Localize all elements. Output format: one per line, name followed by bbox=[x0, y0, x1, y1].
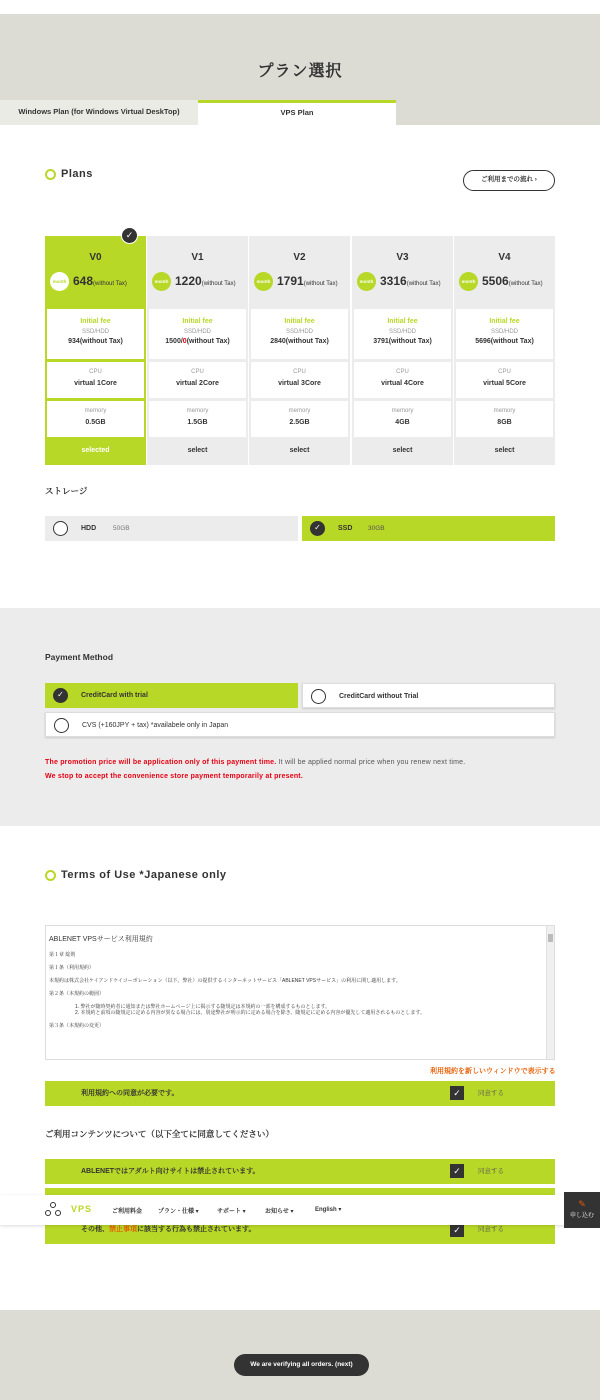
plan-card-v2[interactable] bbox=[249, 236, 350, 465]
item-post: に該当する行為も禁止されています。 bbox=[137, 1226, 256, 1233]
terms-doc-title: ABLENET VPSサービス利用規約 bbox=[49, 936, 153, 943]
memory-label: memory bbox=[84, 408, 107, 414]
initial-fee-label: Initial fee bbox=[387, 318, 418, 325]
initial-fee-label: Initial fee bbox=[284, 318, 315, 325]
memory-value: 2.5GB bbox=[289, 419, 310, 426]
cpu-label: CPU bbox=[293, 369, 306, 375]
initial-fee-box bbox=[47, 309, 144, 359]
page-header bbox=[0, 14, 600, 100]
contents-title: ご利用コンテンツについて（以下全てに同意してください） bbox=[45, 1129, 274, 1139]
payment-label: CVS (+160JPY + tax) *availabele only in Japan bbox=[82, 722, 229, 729]
page-title: プラン選択 bbox=[257, 61, 343, 80]
flow-button[interactable]: ご利用までの流れ › bbox=[463, 170, 555, 191]
agree-checkbox[interactable]: ✓ bbox=[450, 1164, 464, 1178]
fee-pre: 1500/ bbox=[165, 338, 183, 345]
storage-option-hdd[interactable] bbox=[45, 516, 298, 541]
memory-box bbox=[354, 401, 451, 437]
plan-action[interactable]: select bbox=[494, 447, 515, 454]
tab-vps-plan[interactable]: VPS Plan bbox=[198, 100, 396, 125]
fee-post: (without Tax) bbox=[186, 338, 230, 345]
terms-scrollbox[interactable] bbox=[45, 925, 555, 1060]
plan-action[interactable]: select bbox=[392, 447, 413, 454]
prohibited-link[interactable]: 禁止事項 bbox=[109, 1226, 137, 1233]
agree-checkbox[interactable]: ✓ bbox=[450, 1086, 464, 1100]
cpu-box bbox=[251, 362, 348, 398]
radio-off-icon bbox=[53, 521, 68, 536]
storage-size: 30GB bbox=[368, 525, 385, 532]
notice-red: The promotion price will be application only of this payment time. bbox=[45, 759, 277, 766]
plans-grid bbox=[45, 236, 555, 465]
plan-name: V0 bbox=[89, 252, 102, 263]
memory-box bbox=[456, 401, 553, 437]
plan-name: V4 bbox=[498, 252, 511, 263]
cpu-box bbox=[149, 362, 246, 398]
scrollbar-thumb[interactable] bbox=[548, 934, 553, 942]
monthly-badge-icon: month bbox=[152, 272, 171, 291]
agree-label: 同意する bbox=[478, 1168, 504, 1175]
contents-item-text: ABLENETではアダルト向けサイトは禁止されています。 bbox=[81, 1168, 260, 1175]
memory-label: memory bbox=[288, 408, 311, 414]
terms-title: Terms of Use *Japanese only bbox=[61, 869, 227, 881]
fee-zero: 0 bbox=[182, 338, 187, 345]
memory-label: memory bbox=[391, 408, 414, 414]
cpu-label: CPU bbox=[89, 369, 102, 375]
selected-check-icon: ✓ bbox=[121, 227, 138, 244]
price-value: 3316 bbox=[380, 274, 407, 288]
memory-label: memory bbox=[186, 408, 209, 414]
memory-box bbox=[149, 401, 246, 437]
initial-fee-value: 2840(without Tax) bbox=[270, 338, 329, 345]
sticky-navbar bbox=[0, 1195, 600, 1225]
price-tax: (without Tax) bbox=[406, 281, 441, 287]
cpu-box bbox=[456, 362, 553, 398]
initial-fee-box bbox=[251, 309, 348, 359]
cpu-label: CPU bbox=[191, 369, 204, 375]
nav-news[interactable]: お知らせ ▾ bbox=[265, 1209, 294, 1215]
notice-red: We stop to accept the convenience store payment temporarily at present. bbox=[45, 773, 303, 780]
plan-price bbox=[73, 274, 127, 288]
payment-label: CreditCard without Trial bbox=[339, 693, 419, 700]
payment-title: Payment Method bbox=[45, 652, 114, 662]
terms-article-2-item-1: 1. 弊社が随時契約者に通知または弊社ホームページ上に掲示する随規定は本規約の一部を構成するものとします。 bbox=[75, 1004, 331, 1011]
plan-price bbox=[482, 274, 543, 288]
cpu-label: CPU bbox=[498, 369, 511, 375]
storage-title: ストレージ bbox=[45, 486, 88, 496]
terms-article-3: 第３条（本規約の変更） bbox=[49, 1023, 105, 1030]
ssd-label: SSD/HDD bbox=[183, 329, 211, 335]
initial-fee-value: 5696(without Tax) bbox=[475, 338, 534, 345]
plan-action[interactable]: selected bbox=[81, 447, 110, 454]
plan-tabs bbox=[0, 100, 600, 125]
next-button[interactable]: We are verifying all orders. (next) bbox=[234, 1354, 369, 1376]
payment-option-card-trial[interactable] bbox=[45, 683, 298, 708]
terms-article-2: 第２条（本規約の範囲） bbox=[49, 991, 105, 998]
radio-on-check-icon: ✓ bbox=[53, 688, 68, 703]
plan-name: V2 bbox=[293, 252, 306, 263]
plan-name: V3 bbox=[396, 252, 409, 263]
price-tax: (without Tax) bbox=[201, 281, 236, 287]
logo-text[interactable]: VPS bbox=[71, 1204, 93, 1214]
memory-box bbox=[47, 401, 144, 437]
terms-text bbox=[49, 936, 544, 1036]
nav-plans[interactable]: プラン・仕様 ▾ bbox=[158, 1209, 199, 1215]
storage-size: 50GB bbox=[113, 525, 130, 532]
radio-off-icon bbox=[54, 718, 69, 733]
monthly-badge-icon: month bbox=[254, 272, 273, 291]
price-tax: (without Tax) bbox=[303, 281, 338, 287]
ssd-label: SSD/HDD bbox=[285, 329, 313, 335]
cpu-box bbox=[47, 362, 144, 398]
nav-english[interactable]: English ▾ bbox=[315, 1207, 342, 1213]
notice-normal: It will be applied normal price when you renew next time. bbox=[276, 759, 466, 766]
terms-agree-row bbox=[45, 1081, 555, 1106]
cpu-value: virtual 1Core bbox=[74, 380, 117, 387]
terms-chapter: 第１章 総則 bbox=[49, 952, 76, 959]
plan-price bbox=[175, 274, 236, 288]
radio-off-icon bbox=[311, 689, 326, 704]
storage-label: SSD bbox=[338, 525, 353, 532]
payment-option-cvs[interactable] bbox=[45, 712, 555, 737]
payment-option-card-no-trial[interactable] bbox=[302, 683, 555, 708]
initial-fee-label: Initial fee bbox=[489, 318, 520, 325]
plans-title: Plans bbox=[61, 168, 93, 180]
cpu-value: virtual 2Core bbox=[176, 380, 219, 387]
plan-card-v1[interactable] bbox=[147, 236, 248, 465]
ssd-label: SSD/HDD bbox=[388, 329, 416, 335]
contents-agree-row-adult bbox=[45, 1159, 555, 1184]
price-value: 648 bbox=[73, 274, 94, 288]
storage-label: HDD bbox=[81, 525, 97, 532]
agree-label: 同意する bbox=[478, 1226, 504, 1233]
terms-article-1-body: 本規約は株式会社ケイアンドケイコーポレーション（以下、弊社）の提供するインターネットサービス「ABLENET VPSサービス」の利用に関し適用します。 bbox=[49, 978, 401, 985]
price-value: 5506 bbox=[482, 274, 509, 288]
initial-fee-label: Initial fee bbox=[182, 318, 213, 325]
price-value: 1791 bbox=[277, 274, 304, 288]
initial-fee-box bbox=[149, 309, 246, 359]
open-terms-new-window-link[interactable]: 利用規約を新しいウィンドウで表示する bbox=[430, 1068, 556, 1075]
memory-value: 4GB bbox=[395, 419, 410, 426]
cvs-notice bbox=[45, 773, 303, 780]
plan-card-v4[interactable] bbox=[454, 236, 555, 465]
initial-fee-box bbox=[354, 309, 451, 359]
payment-label: CreditCard with trial bbox=[81, 692, 148, 699]
nav-pricing[interactable]: ご利用料金 bbox=[112, 1209, 143, 1215]
terms-scrollbar[interactable] bbox=[546, 926, 554, 1059]
item-pre: その他、 bbox=[81, 1226, 109, 1233]
ssd-label: SSD/HDD bbox=[81, 329, 109, 335]
plan-price bbox=[380, 274, 441, 288]
plan-action[interactable]: select bbox=[187, 447, 208, 454]
plan-action[interactable]: select bbox=[289, 447, 310, 454]
ssd-label: SSD/HDD bbox=[490, 329, 518, 335]
apply-button[interactable] bbox=[564, 1192, 600, 1228]
price-tax: (without Tax) bbox=[508, 281, 543, 287]
memory-value: 1.5GB bbox=[187, 419, 208, 426]
monthly-badge-icon: month bbox=[459, 272, 478, 291]
terms-article-1: 第１条（利用規約） bbox=[49, 965, 95, 972]
terms-article-2-item-2: 2. 本規約と前項の随規定に定める内容が異なる場合には、別途弊社が明示的に定める場合を除き、随規定に定める内容が優先して適用されるものとします。 bbox=[75, 1010, 425, 1017]
plan-card-v3[interactable] bbox=[352, 236, 453, 465]
radio-on-check-icon: ✓ bbox=[310, 521, 325, 536]
memory-label: memory bbox=[493, 408, 516, 414]
agree-label: 同意する bbox=[478, 1090, 504, 1097]
initial-fee-label: Initial fee bbox=[80, 318, 111, 325]
plan-name: V1 bbox=[191, 252, 204, 263]
apply-label: 申し込む bbox=[569, 1213, 594, 1219]
memory-box bbox=[251, 401, 348, 437]
agree-checkbox[interactable]: ✓ bbox=[450, 1223, 464, 1237]
price-value: 1220 bbox=[175, 274, 202, 288]
memory-value: 0.5GB bbox=[85, 419, 106, 426]
memory-value: 8GB bbox=[497, 419, 512, 426]
top-strip bbox=[0, 0, 600, 14]
cpu-value: virtual 4Core bbox=[381, 380, 424, 387]
monthly-badge-icon: month bbox=[50, 272, 69, 291]
nav-support[interactable]: サポート ▾ bbox=[217, 1209, 246, 1215]
vps-logo-icon[interactable] bbox=[45, 1202, 63, 1218]
promotion-notice bbox=[45, 759, 465, 766]
section-ring-icon bbox=[45, 870, 56, 881]
tab-windows-plan[interactable]: Windows Plan (for Windows Virtual DeskTop) bbox=[0, 100, 198, 125]
section-ring-icon bbox=[45, 169, 56, 180]
storage-option-ssd[interactable] bbox=[302, 516, 555, 541]
price-tax: (without Tax) bbox=[93, 281, 127, 287]
cpu-box bbox=[354, 362, 451, 398]
initial-fee-value bbox=[149, 338, 246, 345]
agree-required-text: 利用規約への同意が必要です。 bbox=[81, 1090, 179, 1097]
plan-card-v0[interactable] bbox=[45, 236, 146, 465]
cpu-value: virtual 5Core bbox=[483, 380, 526, 387]
initial-fee-value: 3791(without Tax) bbox=[373, 338, 432, 345]
pen-icon: ✎ bbox=[578, 1199, 586, 1209]
plan-price bbox=[277, 274, 338, 288]
monthly-badge-icon: month bbox=[357, 272, 376, 291]
cpu-value: virtual 3Core bbox=[278, 380, 321, 387]
initial-fee-value: 934(without Tax) bbox=[68, 338, 123, 345]
cpu-label: CPU bbox=[396, 369, 409, 375]
initial-fee-box bbox=[456, 309, 553, 359]
